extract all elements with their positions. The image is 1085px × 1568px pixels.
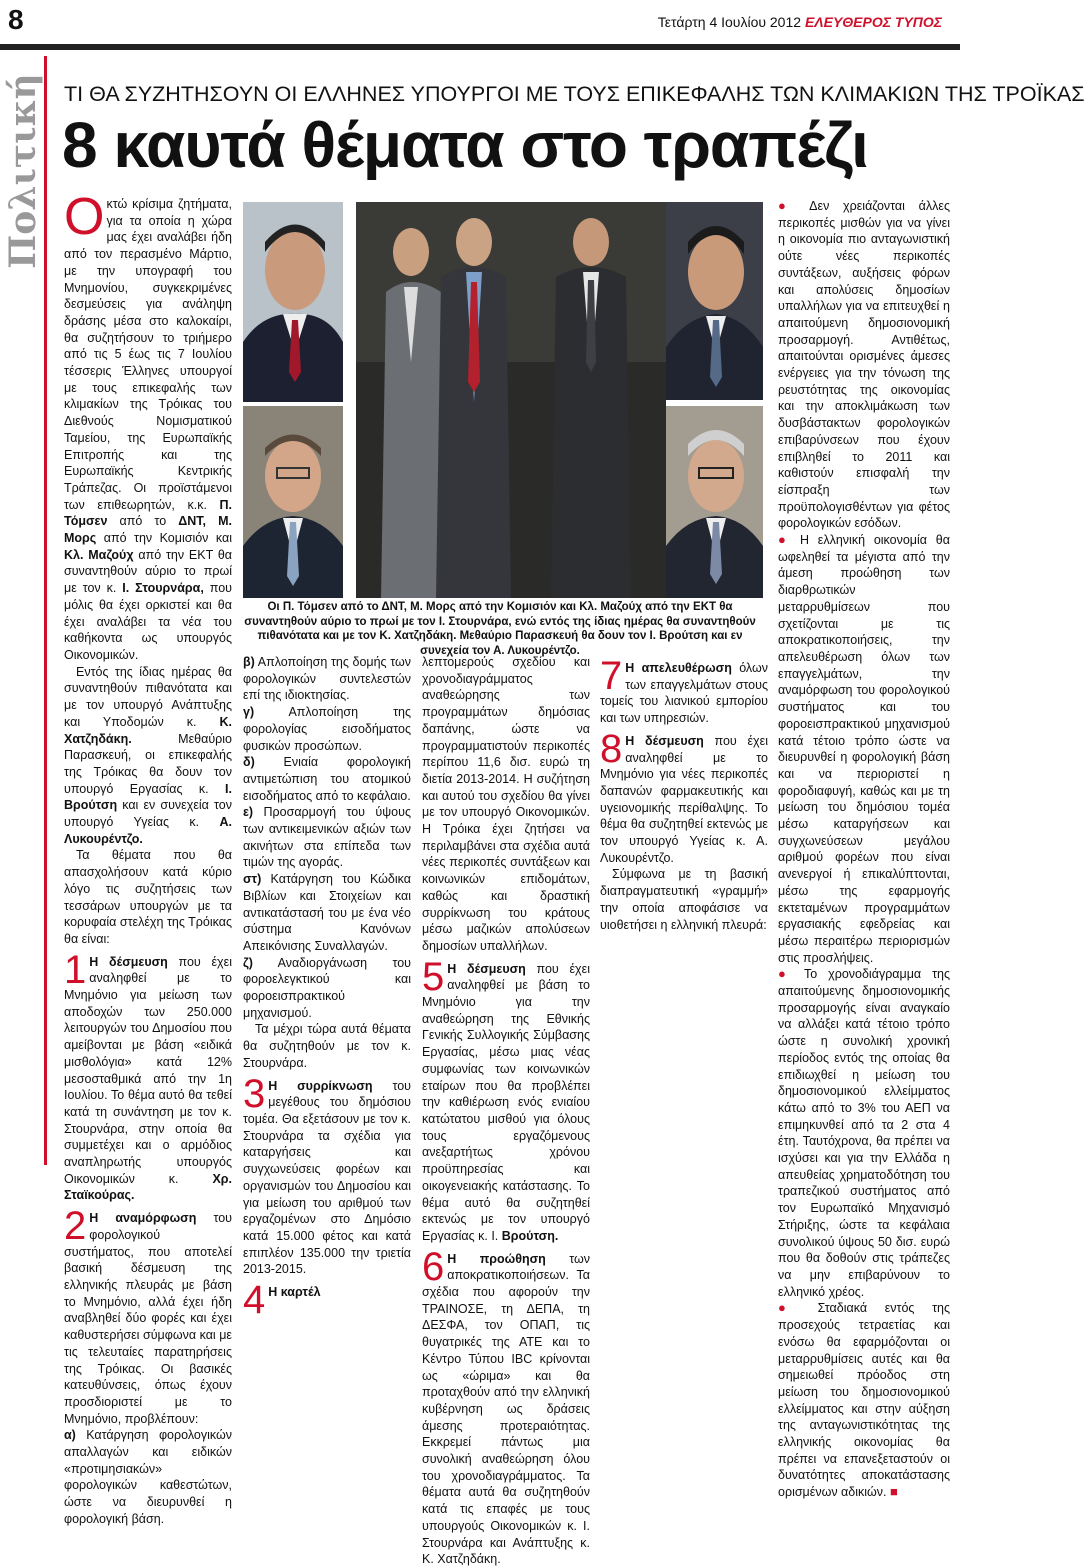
issue-date: Τετάρτη 4 Ιουλίου 2012	[657, 14, 802, 30]
item-lead: Η απελευθέρωση	[625, 661, 732, 675]
intro-p2-a: Εντός της ίδιας ημέρας θα συναντηθούν πιθανότατα και με τον υπουργό Ανάπτυξης και Υποδομών κ.	[64, 664, 232, 729]
section-label-box	[2, 56, 44, 286]
item-text: του φορολογικού συστήματος, που αποτελεί βασική δέσμευση της ελληνικής πλευράς με βάση το Μνημόνιο, αλλά έχει ήδη αναβληθεί δύο φορές και έχει καθυστερήσει σύμφωνα και με τις τελευταίες παρατηρήσεις της Τρόικας. Οι βασικές κατευθύνσεις, όπως έχουν προσδιοριστεί με το Μνημόνιο, προβλέπουν:	[64, 1211, 232, 1426]
intro-text-3: από την Κομισιόν και	[103, 531, 232, 546]
bullet-dot-icon: ●	[778, 532, 792, 548]
name-morse: ΔΝΤ, Μ. Μορς	[64, 514, 232, 546]
photo-troika-group	[356, 202, 666, 598]
intro-p2-e: και εν συνεχεία τον υπουργό Υγείας κ.	[64, 798, 232, 830]
intro-paragraph-2	[64, 664, 232, 848]
intro-text-2: από το	[119, 514, 167, 529]
group-photo-icon	[356, 202, 666, 598]
name-mazuch: Κλ. Μαζούχ	[64, 547, 134, 562]
sub-text: Αναδιοργάνωση του φοροελεγκτικού και φοροεισπρακτικού μηχανισμού.	[243, 955, 411, 1020]
bullet-text: Η ελληνική οικονομία θα ωφεληθεί τα μέγιστα από την άμεση προώθηση των διαρθρωτικών μεταρρυθμίσεων που σχετίζονται με τις αποκρατικοποιήσεις, την απελευθέρωση όλων των επαγγελμάτων, την αναμόρφωση του φορολογικού συστήματος και του φοροεισπρακτικού μηχανισμού κατά τέτοιο τρόπο ώστε να διευρυνθεί η φορολογική βάση και να περιοριστεί η φοροδιαφυγή, καθώς και με τη μείωση του δημόσιου τομέα μέσω καταργήσεων και συγχωνεύσεων μεγάλου αριθμού φορέων που είναι ανενεργοί ή επικαλύπτονται, μέσω της εφαρμογής εκτεταμένων προγραμμάτων εργασιακής εφεδρείας και μέσω περαιτέρω περιορισμών στις προσλήψεις.	[778, 533, 950, 965]
name-lykourentzos: Α. Λυκουρέντζο.	[64, 815, 232, 846]
sub-text: Ενιαία φορολογική αντιμετώπιση του ατομικού εισοδήματος από το κεφάλαιο.	[243, 755, 411, 803]
name-hatzidakis: Κ. Χατζηδάκη.	[64, 714, 232, 746]
item-number: 4	[243, 1278, 266, 1323]
item-number: 1	[64, 947, 87, 992]
newspaper-name: ΕΛΕΥΘΕΡΟΣ ΤΥΠΟΣ	[804, 14, 942, 30]
column-2	[243, 654, 411, 1323]
item-text: όλων των επαγγελμάτων στους τομείς του λιανικού εμπορίου και των υπηρεσιών.	[600, 661, 768, 726]
sub-label: α)	[64, 1428, 76, 1443]
sub-label: β)	[243, 655, 255, 669]
item-2	[64, 1204, 232, 1527]
column-3	[422, 654, 590, 1567]
sub-label: στ)	[243, 872, 262, 887]
item-1	[64, 947, 232, 1205]
section-label: Πολιτική	[2, 73, 44, 269]
sub-text: Κατάργηση του Κώδικα Βιβλίων και Στοιχείων και αντικατάστασή του με ένα νέο σύστημα Κανόνων Απεικόνισης Συναλλαγών.	[243, 872, 411, 953]
item-number: 2	[64, 1204, 87, 1249]
item-text: που έχει αναληφθεί με βάση το Μνημόνιο για την αναθεώρηση της Εθνικής Γενικής Συλλογικής Σύμβασης Εργασίας, μέσω μιας νέας συμφωνίας των κοινωνικών εταίρων που θα προβλέπει την καθιέρωση ενός ενιαίου κατώτατου μισθού για όλους τους εργαζόμενους ανεξαρτήτως χρόνου προϋπηρεσίας και οικογενειακής κατάστασης. Το θέμα αυτό θα συζητηθεί εκτενώς με τον υπουργό Εργασίας κ. Ι.	[422, 961, 590, 1243]
item-3	[243, 1071, 411, 1278]
item-text: που έχει αναληφθεί με το Μνημόνιο για μείωση των αποδοχών των 250.000 λειτουργών του Δημοσίου που αμείβονται με βάση «ειδικά μισθολόγια» κατά 12% μεσοσταθμικά από την 1η Ιουλίου. Το θέμα αυτό θα τεθεί κατά τη συνάντηση με τον κ. Στουρνάρα, στην οποία θα συμμετέχει και ο αρμόδιος αναπληρωτής υπουργός Οικονομικών κ.	[64, 954, 232, 1186]
photo-lykourentzos	[666, 406, 763, 598]
bullet-4	[778, 1300, 950, 1500]
item-number: 3	[243, 1071, 266, 1116]
bullet-text: Το χρονοδιάγραμμα της απαιτούμενης δημοσιονομικής προσαρμογής είναι αναγκαίο να αλλάξει κατά τέτοιο τρόπο ώστε η συνολική χρονική περίοδος εντός της οποίας θα επιδιωχθεί η μείωση του δημοσιονομικού ελλείμματος κάτω από το 3% του ΑΕΠ να επιμηκυνθεί από τα 2 στα 4 έτη. Ταυτόχρονα, θα πρέπει να ισχύσει και για την Ελλάδα η απευθείας χρηματοδότηση του τραπεζικού συστήματος από τον Ευρωπαϊκό Μηχανισμό Στήριξης, ώστε τα κεφάλαια συνολικού ύψους 50 δισ. ευρώ που θα δοθούν στις τράπεζες να μην επιβαρύνουν το ελληνικό χρέος.	[778, 967, 950, 1299]
item-lead: Η καρτέλ	[268, 1285, 321, 1300]
bullet-dot-icon: ●	[778, 1300, 801, 1316]
item-number: 6	[422, 1244, 445, 1289]
person-photo-icon	[243, 406, 343, 598]
intro-text-5: που μόλις θα έχει ορκιστεί και θα έχει αναλάβει τα νέα του καθήκοντα ως υπουργός Οικονομικών.	[64, 581, 232, 662]
item-7	[600, 654, 768, 727]
item-text: των αποκρατικοποιήσεων. Τα σχέδια που αφορούν την ΤΡΑΙΝΟΣΕ, τη ΔΕΠΑ, τη ΔΕΣΦΑ, τον ΟΠΑΠ, τις θυγατρικές της ΑΤΕ και το Κέντρο Τύπου IBC κρίνονται ως «ώριμα» και θα προταχθούν από την ελληνική κυβέρνηση ως δράσεις άμεσης προτεραιότητας. Εκκρεμεί πάντως μια συνολική αναθεώρηση όλου του χρονοδιαγράμματος. Τα θέματα αυτά θα συζητηθούν κατά τις επαφές με τους υπουργούς Οικονομικών κ. Ι. Στουρνάρα και Ανάπτυξης κ. Κ. Χατζηδάκη.	[422, 1251, 590, 1567]
item-8	[600, 726, 768, 867]
item-4-head	[243, 1278, 411, 1323]
item-lead: Η δέσμευση	[89, 954, 168, 969]
name-vroutsis: Ι. Βρούτση	[64, 781, 232, 813]
bullet-dot-icon: ●	[778, 966, 794, 982]
sub-text: Κατάργηση φορολογικών απαλλαγών και ειδικών «προτιμησιακών» φορολογικών καθεστώτων, ώστε να διευρυνθεί η φορολογική βάση.	[64, 1428, 232, 1526]
intro-text-4: από την ΕΚΤ θα συναντηθούν αύριο το πρωί με τον κ.	[64, 547, 233, 596]
photo-hatzidakis	[243, 406, 343, 598]
photo-vroutsis	[666, 202, 763, 400]
intro-paragraph-3: Τα θέματα που θα απασχολήσουν κατά κύριο λόγο τις συζητήσεις των τεσσάρων υπουργών με τα κορυφαία στελέχη της Τρόικας θα είναι:	[64, 848, 232, 946]
sub-text: Απλοποίηση της δομής των φορολογικών συντελεστών επί της ιδιοκτησίας.	[243, 655, 411, 703]
person-photo-icon	[243, 202, 343, 402]
sub-text: Προσαρμογή του ύψους των αντικειμενικών αξιών των ακινήτων στα επίπεδα των τιμών της αγοράς.	[243, 805, 411, 870]
bullet-3	[778, 966, 950, 1300]
item-text: του μεγέθους του δημόσιου τομέα. Θα εξετάσουν με τον κ. Στουρνάρα τα σχέδια για καταργήσεις και συγχωνεύσεις φορέων και οργανισμών του Δημοσίου και για μείωση του αριθμού των εργαζομένων στο Δημόσιο κατά 15.000 φέτος και κατά επιπλέον 135.000 την τριετία 2013-2015.	[243, 1078, 411, 1277]
photo-caption: Οι Π. Τόμσεν από το ΔΝΤ, Μ. Μορς από την Κομισιόν και Κλ. Μαζούχ από την ΕΚΤ θα συναντηθούν αύριο το πρωί με τον Ι. Στουρνάρα, ενώ εντός της ίδιας ημέρας θα συναντηθούν πιθανότατα και με τον Κ. Χατζηδάκη. Μεθαύριο Παρασκευή θα δουν τον Ι. Βρούτση και εν συνεχεία τον Α. Λυκουρέντζο.	[244, 601, 756, 657]
item-number: 7	[600, 654, 623, 698]
bullet-text: Δεν χρειάζονται άλλες περικοπές μισθών για να γίνει η οικονομία πιο ανταγωνιστική ούτε νέες περικοπές συντάξεων, αυξήσεις φόρων και απολύσεις δημοσίων υπαλλήλων για να επιτευχθεί η απαιτούμενη δημοσιονομική προσαρμογή. Αντιθέτως, απαιτούνται ορισμένες άμεσες ενέργειες για την τόνωση της ρευστότητας της οικονομίας και την αποκλιμάκωση των δυσβάστακτων φορολογικών επιβαρύνσεων που έχουν επιβληθεί το 2011 και καθιστούν επισφαλή την είσπραξη των προϋπολογισθέντων για φέτος φορολογικών εσόδων.	[778, 199, 950, 531]
headline: 8 καυτά θέματα στο τραπέζι	[62, 109, 868, 181]
column-4	[600, 654, 768, 1159]
bullet-text: Σταδιακά εντός της προσεχούς τετραετίας και ενόσω θα εφαρμόζονται οι μεταρρυθμίσεις αυτές και θα σημειωθεί πρόοδος στη μείωση του δημοσιονομικού ελλείμματος και στην αύξηση της ανταγωνιστικότητας της ελληνικής οικονομίας θα πρέπει να επανεξεταστούν οι δυνατότητες αποκατάστασης ορισμένων αδικιών.	[778, 1301, 950, 1500]
sub-closing: Τα μέχρι τώρα αυτά θέματα θα συζητηθούν με τον κ. Στουρνάρα.	[243, 1022, 411, 1070]
sub-label: ε)	[243, 805, 254, 820]
intro-p2-c: Μεθαύριο Παρασκευή, οι επικεφαλής της Τρόικας θα δουν τον υπουργό Εργασίας κ.	[64, 731, 232, 796]
item-number: 8	[600, 726, 623, 771]
name-vroutsis-2: Βρούτση.	[501, 1228, 559, 1243]
item-lead: Η δέσμευση	[625, 733, 704, 748]
kicker: ΤΙ ΘΑ ΣΥΖΗΤΗΣΟΥΝ ΟΙ ΕΛΛΗΝΕΣ ΥΠΟΥΡΓΟΙ ΜΕ ΤΟΥΣ ΕΠΙΚΕΦΑΛΗΣ ΤΩΝ ΚΛΙΜΑΚΙΩΝ ΤΗΣ ΤΡΟΪΚΑΣ	[64, 82, 1085, 106]
top-rule	[0, 44, 960, 50]
name-staikouras: Χρ. Σταϊκούρας.	[64, 1171, 232, 1203]
item-4-body: λεπτομερούς σχεδίου και χρονοδιαγράμματος αναθεώρησης των προγραμμάτων δημόσιας δαπάνης, ώστε να προγραμματιστούν περικοπές περίπου 11,6 δισ. ευρώ τη διετία 2013-2014. Η συζήτηση και αυτού του σχεδίου θα γίνει με τον υπουργό Οικονομικών. Η Τρόικα έχει ζητήσει να περιλαμβάνει στα σχέδια αυτά νέες περικοπές συντάξεων και κοινωνικών επιδομάτων, καθώς και δραστική συρρίκνωση του κράτους μέσω μαζικών απολύσεων δημοσίων υπαλλήλων.	[422, 655, 590, 953]
column-1	[64, 188, 233, 1526]
item-6	[422, 1244, 590, 1568]
item-lead: Η αναμόρφωση	[89, 1211, 197, 1226]
name-stournaras: Ι. Στουρνάρα,	[122, 581, 204, 596]
item-number: 5	[422, 954, 445, 999]
section-rule	[44, 56, 47, 1165]
item-text: που έχει αναληφθεί με το Μνημόνιο για νέες περικοπές δαπανών φαρμακευτικής και υγειονομικής περίθαλψης. Το θέμα θα συζητηθεί εκτενώς με τον υπουργό Υγείας κ. Α. Λυκουρέντζο.	[600, 733, 768, 865]
negotiation-line-intro: Σύμφωνα με τη βασική διαπραγματευτική «γραμμή» την οποία αποφάσισε να υιοθετήσει η ελληνική πλευρά:	[600, 867, 768, 932]
person-photo-icon	[666, 406, 763, 598]
bullet-2	[778, 532, 950, 966]
item-5	[422, 954, 590, 1245]
page-number: 8	[8, 4, 24, 35]
end-mark-icon: ■	[890, 1484, 898, 1500]
name-thomsen: Π. Τόμσεν	[64, 497, 232, 529]
photo-stournaras	[243, 202, 343, 402]
bullet-dot-icon: ●	[778, 198, 797, 213]
item-lead: Η προώθηση	[447, 1251, 546, 1266]
sub-label: ζ)	[243, 955, 253, 970]
drop-cap: Ο	[64, 188, 105, 246]
item-lead: Η συρρίκνωση	[268, 1078, 373, 1093]
issue-date-line	[658, 14, 942, 30]
bullet-1	[778, 198, 950, 532]
sub-label: δ)	[243, 755, 255, 770]
person-photo-icon	[666, 202, 763, 400]
intro-text: κτώ κρίσιμα ζητήματα, για τα οποία η χώρα μας έχει αναλάβει ήδη από τον περασμένο Μάρτιο, με την υπογραφή του Μνημονίου, συγκεκριμένες δεσμεύσεις για ανάληψη δράσης μέσα στο καλοκαίρι, θα συζητήσουν το τριήμερο από τις 5 έως τις 7 Ιουλίου τέσσερις Έλληνες υπουργοί με τους επικεφαλής των κλιμακίων της Τρόικας του Διεθνούς Νομισματικού Ταμείου, της Ευρωπαϊκής Επιτροπής και της Ευρωπαϊκής Κεντρικής Τράπεζας. Οι προϊστάμενοι των επιθεωρητών, κ.κ.	[64, 197, 232, 512]
item-lead: Η δέσμευση	[447, 961, 526, 976]
sub-text: Απλοποίηση της φορολογίας εισοδήματος φυσικών προσώπων.	[243, 705, 411, 753]
sub-label: γ)	[243, 705, 255, 720]
column-5	[778, 198, 950, 1500]
